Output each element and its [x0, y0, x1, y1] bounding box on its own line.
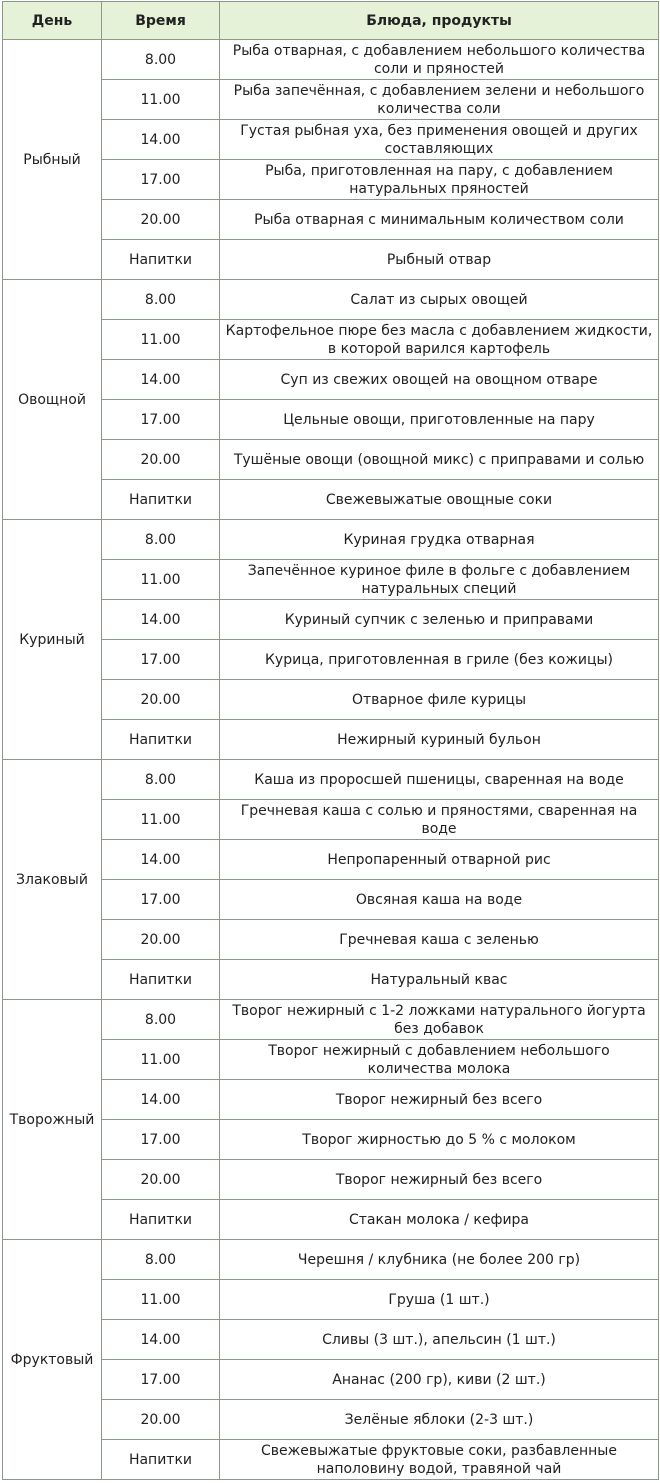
dish-cell: Творог нежирный без всего — [220, 1080, 659, 1120]
dish-cell: Салат из сырых овощей — [220, 280, 659, 320]
time-cell: 8.00 — [102, 760, 220, 800]
time-cell: Напитки — [102, 1200, 220, 1240]
time-cell: 20.00 — [102, 440, 220, 480]
time-cell: 14.00 — [102, 360, 220, 400]
header-row — [3, 2, 659, 40]
time-cell: 17.00 — [102, 1120, 220, 1160]
table-row — [3, 200, 659, 240]
time-cell: Напитки — [102, 1440, 220, 1480]
dish-cell: Тушёные овощи (овощной микс) с приправами и солью — [220, 440, 659, 480]
dish-cell: Куриная грудка отварная — [220, 520, 659, 560]
dish-cell: Нежирный куриный бульон — [220, 720, 659, 760]
header-dishes: Блюда, продукты — [220, 2, 659, 40]
dish-cell: Рыба отварная, с добавлением небольшого количества соли и пряностей — [220, 40, 659, 80]
time-cell: 14.00 — [102, 120, 220, 160]
table-row — [3, 360, 659, 400]
dish-cell: Рыбный отвар — [220, 240, 659, 280]
dish-cell: Отварное филе курицы — [220, 680, 659, 720]
time-cell: Напитки — [102, 720, 220, 760]
time-cell: Напитки — [102, 240, 220, 280]
table-row — [3, 160, 659, 200]
table-row — [3, 320, 659, 360]
header-time: Время — [102, 2, 220, 40]
dish-cell: Картофельное пюре без масла с добавлением жидкости, в которой варился картофель — [220, 320, 659, 360]
dish-cell: Зелёные яблоки (2-3 шт.) — [220, 1400, 659, 1440]
time-cell: 8.00 — [102, 520, 220, 560]
table-row — [3, 680, 659, 720]
dish-cell: Ананас (200 гр), киви (2 шт.) — [220, 1360, 659, 1400]
table-row — [3, 80, 659, 120]
time-cell: 11.00 — [102, 1040, 220, 1080]
day-name-cell: Злаковый — [3, 760, 102, 1000]
time-cell: 17.00 — [102, 400, 220, 440]
table-row — [3, 960, 659, 1000]
table-row — [3, 920, 659, 960]
time-cell: 14.00 — [102, 1320, 220, 1360]
time-cell: 17.00 — [102, 880, 220, 920]
time-cell: 20.00 — [102, 920, 220, 960]
dish-cell: Курица, приготовленная в гриле (без кожицы) — [220, 640, 659, 680]
time-cell: 20.00 — [102, 200, 220, 240]
time-cell: 20.00 — [102, 680, 220, 720]
table-row — [3, 1360, 659, 1400]
table-row — [3, 840, 659, 880]
dish-cell: Груша (1 шт.) — [220, 1280, 659, 1320]
time-cell: 17.00 — [102, 160, 220, 200]
table-row — [3, 480, 659, 520]
day-name-cell: Творожный — [3, 1000, 102, 1240]
time-cell: 11.00 — [102, 320, 220, 360]
time-cell: Напитки — [102, 480, 220, 520]
dish-cell: Запечённое куриное филе в фольге с добавлением натуральных специй — [220, 560, 659, 600]
dish-cell: Гречневая каша с зеленью — [220, 920, 659, 960]
table-row — [3, 600, 659, 640]
time-cell: 8.00 — [102, 1000, 220, 1040]
table-row — [3, 440, 659, 480]
table-row — [3, 1320, 659, 1360]
table-row — [3, 880, 659, 920]
day-name-cell: Овощной — [3, 280, 102, 520]
dish-cell: Каша из проросшей пшеницы, сваренная на воде — [220, 760, 659, 800]
dish-cell: Рыба отварная с минимальным количеством соли — [220, 200, 659, 240]
table-row — [3, 760, 659, 800]
table-row — [3, 1160, 659, 1200]
dish-cell: Цельные овощи, приготовленные на пару — [220, 400, 659, 440]
dish-cell: Черешня / клубника (не более 200 гр) — [220, 1240, 659, 1280]
table-row — [3, 120, 659, 160]
time-cell: 14.00 — [102, 600, 220, 640]
time-cell: 14.00 — [102, 1080, 220, 1120]
dish-cell: Творог нежирный с 1-2 ложками натурального йогурта без добавок — [220, 1000, 659, 1040]
table-row — [3, 1040, 659, 1080]
dish-cell: Свежевыжатые овощные соки — [220, 480, 659, 520]
dish-cell: Густая рыбная уха, без применения овощей и других составляющих — [220, 120, 659, 160]
table-row — [3, 1440, 659, 1480]
dish-cell: Творог нежирный с добавлением небольшого количества молока — [220, 1040, 659, 1080]
dish-cell: Сливы (3 шт.), апельсин (1 шт.) — [220, 1320, 659, 1360]
dish-cell: Гречневая каша с солью и пряностями, сваренная на воде — [220, 800, 659, 840]
table-row — [3, 1000, 659, 1040]
header-day: День — [3, 2, 102, 40]
time-cell: 11.00 — [102, 1280, 220, 1320]
table-row — [3, 560, 659, 600]
table-row — [3, 1200, 659, 1240]
dish-cell: Непропаренный отварной рис — [220, 840, 659, 880]
table-row — [3, 800, 659, 840]
dish-cell: Суп из свежих овощей на овощном отваре — [220, 360, 659, 400]
table-row — [3, 720, 659, 760]
time-cell: 17.00 — [102, 640, 220, 680]
table-row — [3, 1240, 659, 1280]
day-name-cell: Куриный — [3, 520, 102, 760]
menu-body — [3, 40, 659, 1480]
table-row — [3, 520, 659, 560]
table-row — [3, 1120, 659, 1160]
time-cell: 11.00 — [102, 800, 220, 840]
time-cell: 20.00 — [102, 1160, 220, 1200]
dish-cell: Рыба, приготовленная на пару, с добавлением натуральных пряностей — [220, 160, 659, 200]
time-cell: 8.00 — [102, 280, 220, 320]
dish-cell: Стакан молока / кефира — [220, 1200, 659, 1240]
dish-cell: Творог жирностью до 5 % с молоком — [220, 1120, 659, 1160]
time-cell: 11.00 — [102, 80, 220, 120]
table-row — [3, 640, 659, 680]
dish-cell: Натуральный квас — [220, 960, 659, 1000]
dish-cell: Рыба запечённая, с добавлением зелени и небольшого количества соли — [220, 80, 659, 120]
diet-menu-table — [2, 1, 659, 1480]
table-row — [3, 1400, 659, 1440]
time-cell: 8.00 — [102, 1240, 220, 1280]
table-row — [3, 1280, 659, 1320]
table-row — [3, 400, 659, 440]
table-row — [3, 40, 659, 80]
dish-cell: Куриный супчик с зеленью и приправами — [220, 600, 659, 640]
dish-cell: Овсяная каша на воде — [220, 880, 659, 920]
table-row — [3, 1080, 659, 1120]
day-name-cell: Фруктовый — [3, 1240, 102, 1480]
day-name-cell: Рыбный — [3, 40, 102, 280]
time-cell: 20.00 — [102, 1400, 220, 1440]
table-row — [3, 280, 659, 320]
time-cell: 14.00 — [102, 840, 220, 880]
time-cell: 17.00 — [102, 1360, 220, 1400]
dish-cell: Творог нежирный без всего — [220, 1160, 659, 1200]
dish-cell: Свежевыжатые фруктовые соки, разбавленные наполовину водой, травяной чай — [220, 1440, 659, 1480]
time-cell: Напитки — [102, 960, 220, 1000]
table-row — [3, 240, 659, 280]
time-cell: 8.00 — [102, 40, 220, 80]
time-cell: 11.00 — [102, 560, 220, 600]
